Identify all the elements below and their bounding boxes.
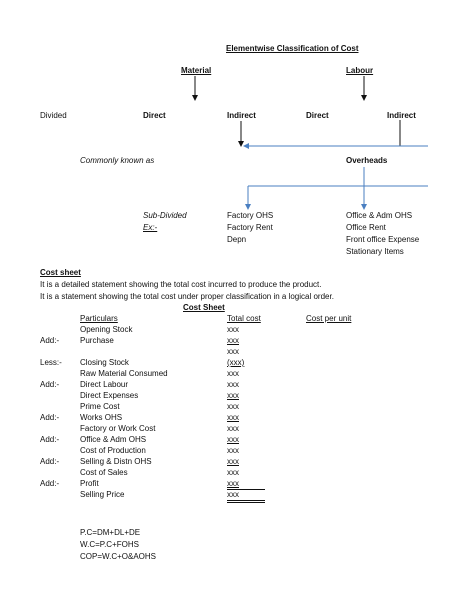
sub-divided-label: Sub-Divided (143, 211, 187, 220)
header-total-cost: Total cost (227, 314, 261, 323)
diagram-title: Elementwise Classification of Cost (226, 44, 359, 53)
office-item: Stationary Items (346, 247, 404, 256)
factory-item: Factory Rent (227, 223, 273, 232)
row-label: Opening Stock (80, 325, 133, 334)
row-value: xxx (227, 446, 239, 455)
row-label: Direct Labour (80, 380, 129, 389)
row-label: Closing Stock (80, 358, 129, 367)
formula-line: W.C=P.C+FOHS (80, 540, 139, 549)
row-label: Works OHS (80, 413, 123, 422)
row-label: Prime Cost (80, 402, 120, 411)
row-value: xxx (227, 489, 265, 503)
row-prefix: Add:- (40, 435, 60, 444)
row-value: xxx (227, 479, 239, 488)
description-line: It is a detailed statement showing the total cost incurred to produce the product. (40, 280, 322, 289)
row-label: Profit (80, 479, 99, 488)
formula-line: P.C=DM+DL+DE (80, 528, 141, 537)
overheads-label: Overheads (346, 156, 388, 165)
row-value: xxx (227, 457, 239, 466)
row-label: Cost of Sales (80, 468, 128, 477)
row-label: Office & Adm OHS (80, 435, 147, 444)
row-label: Selling Price (80, 490, 125, 499)
divided-label: Divided (40, 111, 67, 120)
row-label: Factory or Work Cost (80, 424, 156, 433)
header-particulars: Particulars (80, 314, 118, 323)
row-label: Selling & Distn OHS (80, 457, 152, 466)
labour-indirect-label: Indirect (387, 111, 416, 120)
total-rule (227, 489, 265, 490)
cost-sheet-heading: Cost sheet (40, 268, 81, 277)
row-prefix: Less:- (40, 358, 62, 367)
material-direct-label: Direct (143, 111, 166, 120)
row-label: Purchase (80, 336, 114, 345)
row-label: Raw Material Consumed (80, 369, 168, 378)
factory-item: Factory OHS (227, 211, 274, 220)
row-value: xxx (227, 336, 239, 345)
row-value: (xxx) (227, 358, 245, 367)
description-line: It is a statement showing the total cost under proper classification in a logical order. (40, 292, 334, 301)
row-value: xxx (227, 468, 239, 477)
labour-direct-label: Direct (306, 111, 329, 120)
row-value: xxx (227, 391, 239, 400)
row-value: xxx (227, 369, 239, 378)
row-value: xxx (227, 402, 239, 411)
row-value: xxx (227, 413, 239, 422)
example-label: Ex:- (143, 223, 158, 232)
row-label: Cost of Production (80, 446, 146, 455)
row-label: Direct Expenses (80, 391, 139, 400)
office-item: Front office Expense (346, 235, 420, 244)
cost-sheet-title: Cost Sheet (183, 303, 225, 312)
material-label: Material (181, 66, 212, 75)
row-prefix: Add:- (40, 479, 60, 488)
row-prefix: Add:- (40, 380, 60, 389)
material-indirect-label: Indirect (227, 111, 256, 120)
office-item: Office & Adm OHS (346, 211, 413, 220)
row-prefix: Add:- (40, 457, 60, 466)
commonly-known-as-label: Commonly known as (80, 156, 155, 165)
factory-item: Depn (227, 235, 247, 244)
row-prefix: Add:- (40, 413, 60, 422)
header-cost-per-unit: Cost per unit (306, 314, 352, 323)
office-item: Office Rent (346, 223, 386, 232)
row-value: xxx (227, 435, 239, 444)
row-prefix: Add:- (40, 336, 60, 345)
row-value: xxx (227, 380, 239, 389)
row-value: xxx (227, 325, 239, 334)
row-value: xxx (227, 424, 239, 433)
formula-line: COP=W.C+O&AOHS (80, 552, 157, 561)
row-value: xxx (227, 347, 239, 356)
labour-label: Labour (346, 66, 374, 75)
